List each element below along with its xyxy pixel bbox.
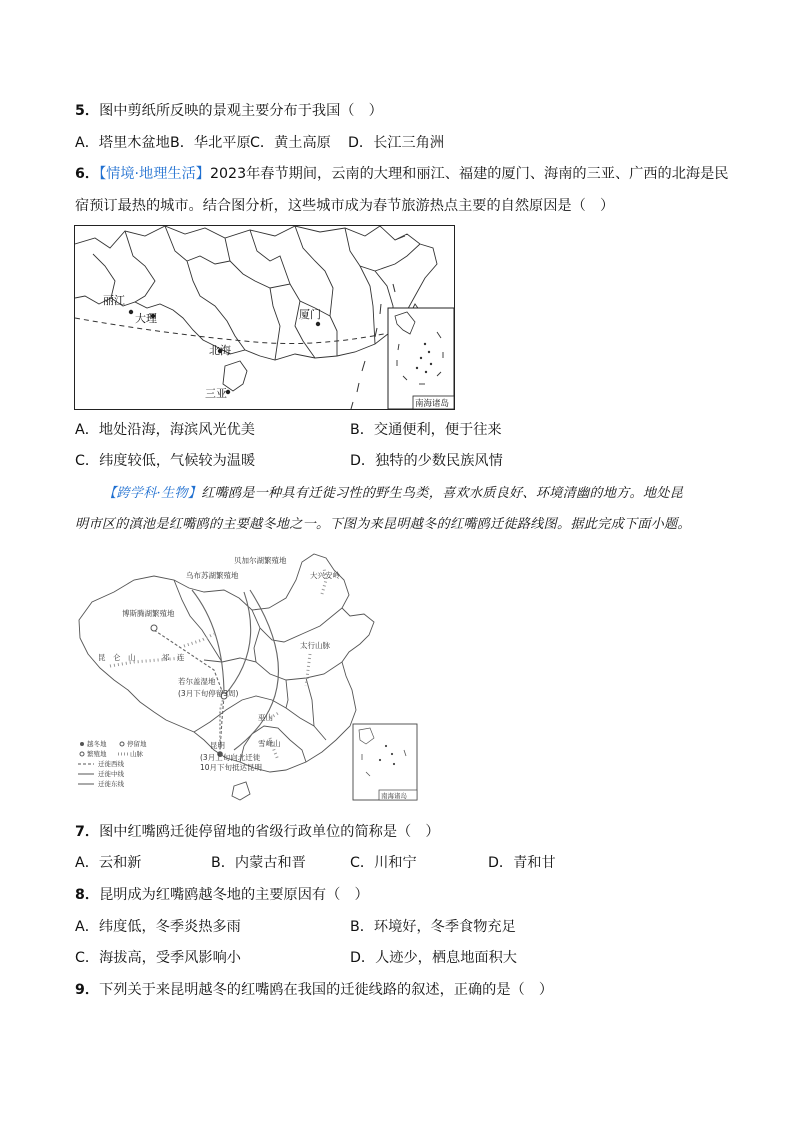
label-taihang: 太行山脉 xyxy=(300,641,330,650)
legend-west: 迁徙西线 xyxy=(98,760,124,768)
q8-option-b[interactable]: B．环境好，冬季食物充足 xyxy=(350,919,516,935)
passage-line1 xyxy=(103,484,683,504)
question-number: 8． xyxy=(75,887,100,903)
label-wushan: 巫山 xyxy=(258,713,273,722)
question-text: 昆明成为红嘴鸥越冬地的主要原因有（ ） xyxy=(99,887,369,903)
label-ubsu: 乌布苏湖繁殖地 xyxy=(186,571,239,580)
question-text: 图中剪纸所反映的景观主要分布于我国（ ） xyxy=(99,103,383,119)
question-5-stem xyxy=(75,101,383,121)
q7-option-b[interactable]: B．内蒙古和晋 xyxy=(211,855,306,871)
south-china-map xyxy=(74,225,455,410)
gull-migration-map xyxy=(74,550,419,802)
lijiang-dot xyxy=(129,310,133,314)
q7-option-a[interactable]: A．云和新 xyxy=(75,855,142,871)
q7-option-d[interactable]: D．青和甘 xyxy=(488,855,556,871)
label-kunming-time2: 10月下旬抵达昆明 xyxy=(200,763,263,772)
q5-option-d[interactable]: D．长江三角洲 xyxy=(348,135,445,151)
legend-stop: 停留地 xyxy=(127,740,147,748)
route-east-2 xyxy=(234,590,278,750)
q6-option-b[interactable]: B．交通便利，便于往来 xyxy=(350,422,502,438)
q6-option-a[interactable]: A．地处沿海，海滨风光优美 xyxy=(75,422,255,438)
map-label-dali: 大理 xyxy=(135,312,157,325)
question-number: 6． xyxy=(75,166,100,182)
label-kunlun: 昆 仑 山 xyxy=(98,653,136,662)
label-xuefeng: 雪峰山 xyxy=(258,739,281,748)
question-8-stem xyxy=(75,885,369,905)
label-bosten: 博斯腾湖繁殖地 xyxy=(122,609,175,618)
context-tag: 【跨学科·生物】 xyxy=(103,486,202,501)
q6-option-c[interactable]: C．纬度较低，气候较为温暖 xyxy=(75,453,256,469)
question-number: 5． xyxy=(75,103,100,119)
map-label-beihai: 北海 xyxy=(209,344,231,357)
question-6-stem-line2: 宿预订最热的城市。结合图分析，这些城市成为春节旅游热点主要的自然原因是（ ） xyxy=(75,198,615,214)
q7-option-c[interactable]: C．川和宁 xyxy=(350,855,417,871)
legend-winter: 越冬地 xyxy=(87,740,107,748)
bosten-breeding-marker xyxy=(151,625,157,631)
question-number: 7． xyxy=(75,824,100,840)
question-7-stem xyxy=(75,822,440,842)
label-daxinganling: 大兴安岭 xyxy=(310,571,340,580)
passage-text: 红嘴鸥是一种具有迁徙习性的野生鸟类，喜欢水质良好、环境清幽的地方。地处昆 xyxy=(201,486,684,501)
legend-mountain: 山脉 xyxy=(130,750,143,758)
passage-line2: 明市区的滇池是红嘴鸥的主要越冬地之一。下图为来昆明越冬的红嘴鸥迁徙路线图。据此完成下面小题。 xyxy=(75,517,691,532)
label-ruoergai-time: (3月下旬停留3周) xyxy=(178,689,239,698)
q8-option-a[interactable]: A．纬度低，冬季炎热多雨 xyxy=(75,919,241,935)
route-east xyxy=(224,592,251,696)
label-baikal: 贝加尔湖繁殖地 xyxy=(234,556,287,565)
question-text: 图中红嘴鸥迁徙停留地的省级行政单位的简称是（ ） xyxy=(99,824,440,840)
south-china-sea-inset xyxy=(353,724,417,800)
question-text: 下列关于来昆明越冬的红嘴鸥在我国的迁徙线路的叙述，正确的是（ ） xyxy=(99,982,554,998)
context-tag: 【情境·地理生活】 xyxy=(99,166,210,182)
inset-label: 南海诸岛 xyxy=(415,399,450,409)
map-label-xiamen: 厦门 xyxy=(299,308,321,321)
qilian-mountains xyxy=(184,634,214,646)
legend-middle: 迁徙中线 xyxy=(98,770,124,778)
q8-option-d[interactable]: D．人迹少，栖息地面积大 xyxy=(350,950,517,966)
south-china-sea-inset xyxy=(388,308,454,409)
question-6-stem-line1 xyxy=(75,164,728,184)
map-label-sanya: 三亚 xyxy=(205,387,227,400)
q5-option-b[interactable]: B．华北平原 xyxy=(170,135,251,151)
map-legend xyxy=(78,739,147,788)
xiamen-dot xyxy=(316,322,320,326)
question-9-stem xyxy=(75,980,553,1000)
q6-option-d[interactable]: D．独特的少数民族风情 xyxy=(350,453,503,469)
map-label-lijiang: 丽江 xyxy=(103,294,125,307)
legend-east: 迁徙东线 xyxy=(98,780,124,788)
label-qilian: 祁 连 xyxy=(162,653,185,662)
legend-breed: 繁殖地 xyxy=(87,750,107,758)
question-text: 2023年春节期间，云南的大理和丽江、福建的厦门、海南的三亚、广西的北海是民 xyxy=(209,166,729,182)
q5-option-c[interactable]: C．黄土高原 xyxy=(250,135,331,151)
inset-label: 南海诸岛 xyxy=(381,792,407,800)
q8-option-c[interactable]: C．海拔高，受季风影响小 xyxy=(75,950,241,966)
label-ruoergai: 若尔盖湿地 xyxy=(178,677,216,686)
q5-option-a[interactable]: A．塔里木盆地 xyxy=(75,135,170,151)
question-number: 9． xyxy=(75,982,100,998)
label-kunming: 昆明 xyxy=(210,741,225,750)
label-kunming-time1: (3月上旬向北迁徙 xyxy=(200,753,261,762)
